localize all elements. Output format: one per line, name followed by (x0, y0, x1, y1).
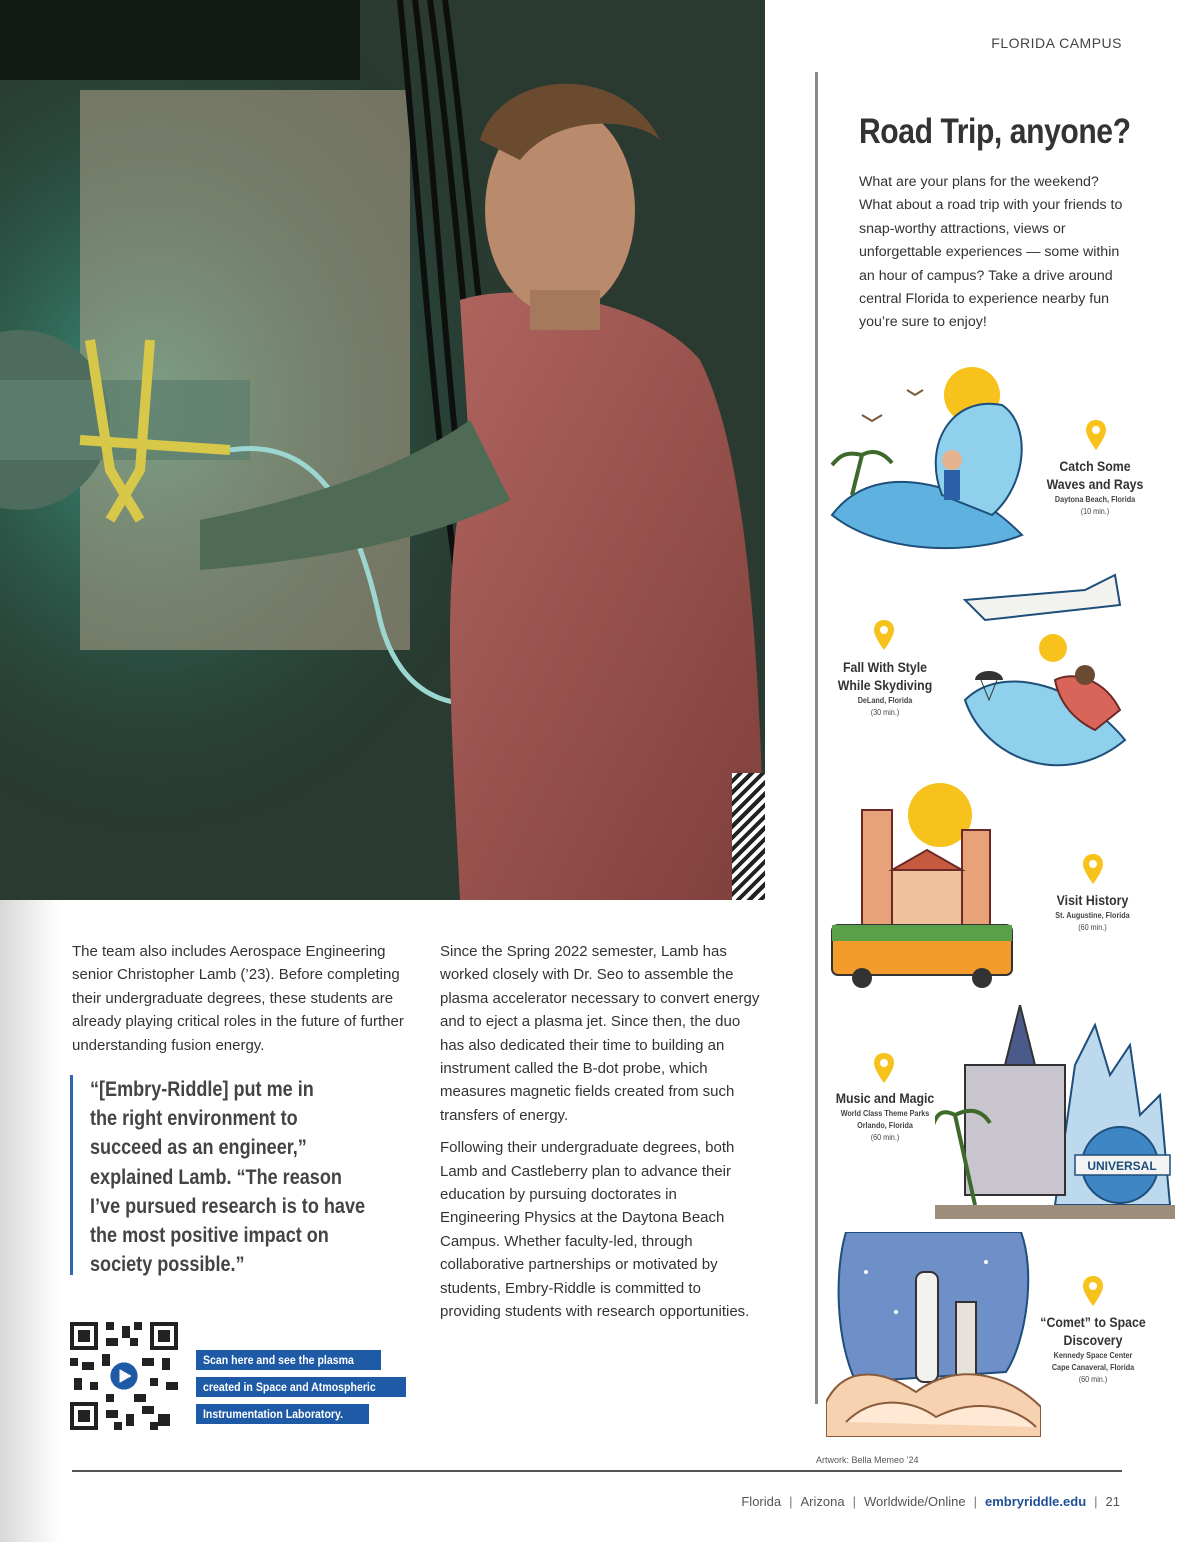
stop-kennedy (1033, 1313, 1153, 1385)
map-pin-icon (1082, 1276, 1104, 1306)
surfer-illustration (822, 365, 1032, 555)
footer-item: Arizona (800, 1494, 845, 1509)
stop-place: World Class Theme Parks (840, 1108, 930, 1118)
section-label: FLORIDA CAMPUS (991, 35, 1122, 51)
left-paragraph: The team also includes Aerospace Engineering senior Christopher Lamb (’23). Before completing their undergraduate degrees, these students are already playing critical roles in the future of further understanding fusion energy. (72, 943, 404, 1054)
map-pin-icon (873, 1053, 895, 1083)
quote-line: the right environment to (90, 1107, 298, 1131)
page-number: 21 (1105, 1494, 1120, 1509)
stop-time: (10 min.) (1080, 506, 1110, 516)
stop-name-line: Music and Magic (835, 1090, 935, 1106)
quote-line: society possible.” (90, 1253, 245, 1277)
quote-line: succeed as an engineer,” (90, 1136, 307, 1160)
right-paragraph: Since the Spring 2022 semester, Lamb has worked closely with Dr. Seo to assemble the plasma accelerator necessary to convert energy and to eject a plasma jet. Since then, the duo has also dedicated their time to building an instrument called the B-dot probe, which measures magnetic fields created from such transfers of energy. (440, 943, 760, 1124)
qr-caption-text: Scan here and see the plasma (203, 1353, 354, 1367)
qr-caption (196, 1350, 406, 1431)
qr-code[interactable] (70, 1322, 178, 1430)
stop-place: St. Augustine, Florida (1055, 910, 1130, 920)
footer: Florida | Arizona | Worldwide/Online | embryriddle.edu | 21 (741, 1494, 1120, 1509)
road-trip-intro: What are your plans for the weekend? What about a road trip with your friends to snap-worthy attractions, views or unforgettable experiences — some within an hour of campus? Take a drive around central Florida to experience nearby fun you’re sure to enjoy! (859, 174, 1123, 331)
stop-place: Orlando, Florida (857, 1120, 913, 1130)
stop-st-augustine (1040, 891, 1145, 933)
right-paragraph: Following their undergraduate degrees, both Lamb and Castleberry plan to advance their education by pursuing doctorates in Engineering Physics at the Daytona Beach Campus. Whether faculty-led, through collaborative partnerships or motivated by students, Embry-Riddle is committed to providing students with research opportunities. (440, 1139, 750, 1321)
stop-time: (60 min.) (1078, 922, 1107, 932)
stop-name-line: Visit History (1056, 892, 1129, 908)
hatch-pattern (732, 773, 765, 900)
left-column (72, 940, 404, 1066)
footer-rule (72, 1470, 1122, 1472)
stop-place: Daytona Beach, Florida (1054, 494, 1136, 504)
pull-quote (70, 1075, 410, 1275)
qr-caption-text: created in Space and Atmospheric (203, 1380, 376, 1394)
footer-item: Florida (741, 1494, 782, 1509)
quote-line: I’ve pursued research is to have (90, 1194, 366, 1218)
stop-place: DeLand, Florida (857, 695, 913, 705)
road-trip-title: Road Trip, anyone? (859, 112, 1131, 151)
quote-line: explained Lamb. “The reason (90, 1165, 342, 1189)
map-pin-icon (1082, 854, 1104, 884)
skydiver-illustration (945, 560, 1155, 785)
theme-park-illustration (935, 1005, 1175, 1225)
map-pin-icon (873, 620, 895, 650)
stop-time: (60 min.) (870, 1132, 900, 1142)
qr-caption-line (196, 1377, 406, 1397)
stop-time: (60 min.) (1078, 1374, 1108, 1384)
stop-name-line: Fall With Style (842, 659, 928, 675)
stop-orlando (825, 1089, 945, 1143)
qr-caption-text: Instrumentation Laboratory. (203, 1407, 344, 1421)
footer-item: Worldwide/Online (863, 1494, 966, 1509)
stop-place: Kennedy Space Center (1053, 1350, 1133, 1360)
stop-name-line: While Skydiving (837, 677, 933, 693)
qr-caption-line (196, 1350, 381, 1370)
rocket-launch-illustration (826, 1232, 1041, 1437)
vertical-rule (815, 72, 818, 1404)
stop-deland (825, 658, 945, 718)
artwork-credit: Artwork: Bella Memeo ’24 (816, 1455, 919, 1465)
stop-daytona (1040, 457, 1150, 517)
right-column (440, 940, 760, 1333)
quote-line: “[Embry-Riddle] put me in (90, 1078, 314, 1101)
footer-website[interactable]: embryriddle.edu (985, 1494, 1087, 1509)
stop-place: Cape Canaveral, Florida (1051, 1362, 1135, 1372)
stop-name-line: Catch Some (1059, 458, 1131, 474)
quote-line: the most positive impact on (90, 1224, 329, 1248)
qr-caption-line (196, 1404, 369, 1424)
map-pin-icon (1085, 420, 1107, 450)
stop-time: (30 min.) (870, 707, 900, 717)
stop-name-line: Waves and Rays (1046, 476, 1144, 492)
lab-photo (0, 0, 765, 900)
stop-name-line: Discovery (1063, 1332, 1123, 1348)
st-augustine-illustration (822, 780, 1022, 995)
universal-sign: UNIVERSAL (1087, 1159, 1157, 1173)
stop-name-line: “Comet” to Space (1040, 1314, 1146, 1330)
